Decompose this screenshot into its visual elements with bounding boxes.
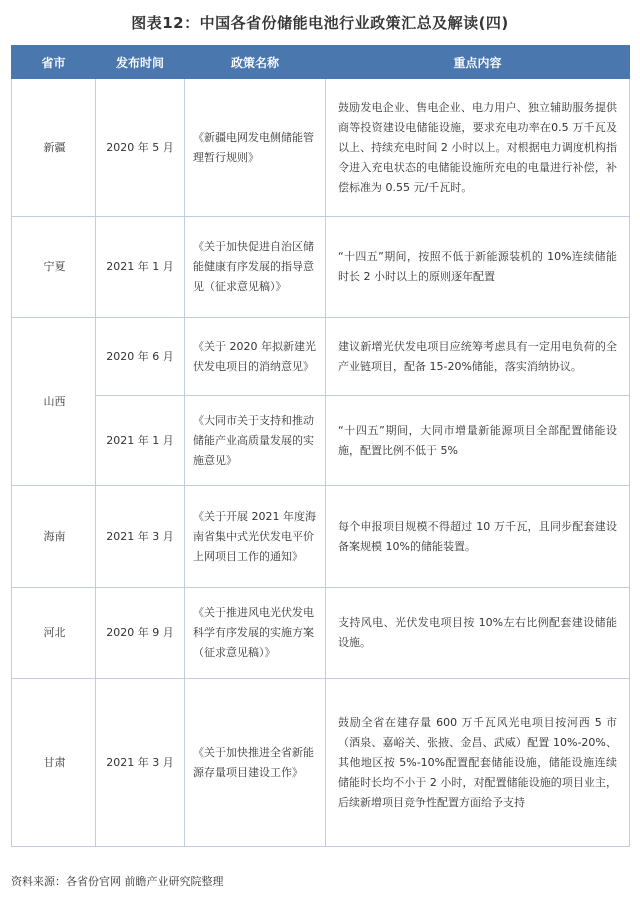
figure-title: 图表12：中国各省份储能电池行业政策汇总及解读(四)	[131, 14, 509, 32]
policy-name-cell: 《关于加快促进自治区储能健康有序发展的指导意见（征求意见稿）》	[185, 217, 326, 318]
key-content-cell: 鼓励全省在建存量 600 万千瓦风光电项目按河西 5 市（酒泉、嘉峪关、张掖、金昌、武威）配置 10%-20%、其他地区按 5%-10%配置配套储能设施，储能设施连续储能时长均不小于 2 小时，对配置储能设施的项目业主，后续新增项目竞争性配置方面给予支持	[326, 679, 630, 847]
province-cell: 宁夏	[12, 217, 96, 318]
table-row	[12, 318, 630, 396]
province-cell: 河北	[12, 588, 96, 679]
policy-name-cell: 《新疆电网发电侧储能管理暂行规则》	[185, 79, 326, 217]
province-cell: 甘肃	[12, 679, 96, 847]
policy-name-cell: 《关于推进风电光伏发电科学有序发展的实施方案（征求意见稿）》	[185, 588, 326, 679]
policy-name-cell: 《关于开展 2021 年度海南省集中式光伏发电平价上网项目工作的通知》	[185, 486, 326, 588]
policy-table	[11, 45, 630, 847]
table-row	[12, 396, 630, 486]
table-row	[12, 217, 630, 318]
province-cell: 山西	[12, 318, 96, 486]
key-content-cell: 支持风电、光伏发电项目按 10%左右比例配套建设储能设施。	[326, 588, 630, 679]
policy-name-cell: 《关于加快推进全省新能源存量项目建设工作》	[185, 679, 326, 847]
date-cell: 2020 年 5 月	[96, 79, 185, 217]
source-note: 资料来源：各省份官网 前瞻产业研究院整理	[11, 875, 224, 888]
key-content-cell: 建议新增光伏发电项目应统筹考虑具有一定用电负荷的全产业链项目，配备 15-20%储能，落实消纳协议。	[326, 318, 630, 396]
table-row	[12, 679, 630, 847]
date-cell: 2021 年 1 月	[96, 217, 185, 318]
key-content-cell: “十四五”期间，大同市增量新能源项目全部配置储能设施，配置比例不低于 5%	[326, 396, 630, 486]
key-content-cell: 鼓励发电企业、售电企业、电力用户、独立辅助服务提供商等投资建设电储能设施，要求充电功率在0.5 万千瓦及以上、持续充电时间 2 小时以上。对根据电力调度机构指令进入充电状态的电储能设施所充电的电量进行补偿，补偿标准为 0.55 元/千瓦时。	[326, 79, 630, 217]
header-key-content: 重点内容	[326, 46, 630, 79]
date-cell: 2021 年 1 月	[96, 396, 185, 486]
date-cell: 2021 年 3 月	[96, 679, 185, 847]
table-row	[12, 79, 630, 217]
header-date: 发布时间	[96, 46, 185, 79]
province-cell: 新疆	[12, 79, 96, 217]
header-policy-name: 政策名称	[185, 46, 326, 79]
table-row	[12, 588, 630, 679]
key-content-cell: 每个申报项目规模不得超过 10 万千瓦，且同步配套建设备案规模 10%的储能装置。	[326, 486, 630, 588]
key-content-cell: “十四五”期间，按照不低于新能源装机的 10%连续储能时长 2 小时以上的原则逐年配置	[326, 217, 630, 318]
date-cell: 2020 年 6 月	[96, 318, 185, 396]
date-cell: 2021 年 3 月	[96, 486, 185, 588]
policy-name-cell: 《大同市关于支持和推动储能产业高质量发展的实施意见》	[185, 396, 326, 486]
header-province: 省市	[12, 46, 96, 79]
table-row	[12, 486, 630, 588]
table-header-row	[12, 46, 630, 79]
province-cell: 海南	[12, 486, 96, 588]
policy-name-cell: 《关于 2020 年拟新建光伏发电项目的消纳意见》	[185, 318, 326, 396]
date-cell: 2020 年 9 月	[96, 588, 185, 679]
